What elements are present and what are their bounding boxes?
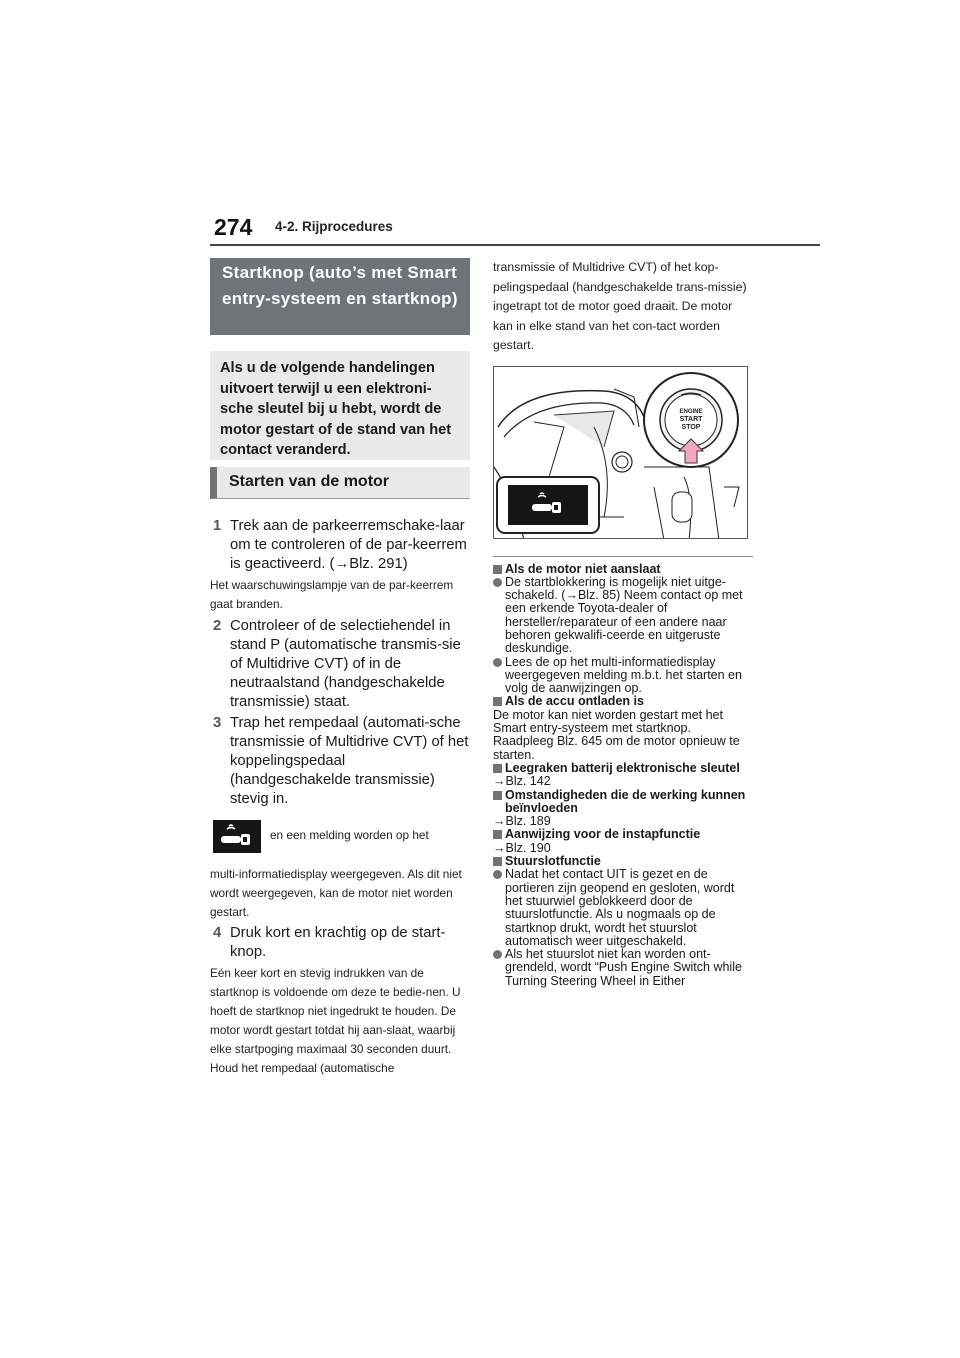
step-1 — [210, 517, 470, 574]
note-bullet: De startblokkering is mogelijk niet uitge-schakeld. (→Blz. 85) Neem contact op met een erkende Toyota-dealer of hersteller/reparateur of een andere naar behoren gekwalifi-ceerde en uitgeruste deskundige. — [493, 576, 753, 656]
step-4-note: Eén keer kort en stevig indrukken van de startknop is voldoende om deze te bedie-nen. U hoeft de startknop niet ingedrukt te houden. De motor wordt gestart totdat hij aan-slaat, waarbij elke startpoging maximaal 30 seconden duurt. Houd het rempedaal (automatische — [210, 966, 461, 1075]
step-number: 4 — [213, 925, 222, 941]
note-bullet: Als het stuurslot niet kan worden ont-grendeld, wordt “Push Engine Switch while Turning Steering Wheel in Either — [493, 948, 753, 988]
note-reference: →Blz. 142 — [493, 774, 551, 789]
note-heading: Als de accu ontladen is — [493, 695, 753, 708]
note-heading: Stuurslotfunctie — [493, 855, 753, 868]
key-icon — [213, 820, 261, 853]
subheading: Starten van de motor — [210, 467, 470, 499]
note-reference: →Blz. 190 — [493, 840, 551, 855]
step-number: 1 — [213, 518, 222, 534]
continued-text: transmissie of Multidrive CVT) of het kop-pelingspedaal (handgeschakelde trans-missie) ingetrapt tot de motor goed draait. De motor kan in elke stand van het con-tact worden gestart. — [493, 260, 747, 352]
section-title: 4-2. Rijprocedures — [275, 219, 393, 234]
start-button-illustration — [493, 366, 748, 539]
note-bullet: Nadat het contact UIT is gezet en de portieren zijn geopend en gesloten, wordt het stuurwiel geblokkeerd door de stuurslotfunctie. Als u nogmaals op de startknop drukt, wordt het stuurslot automatisch weer uitgeschakeld. — [493, 868, 753, 948]
notes-divider — [493, 556, 753, 557]
step-4 — [210, 924, 470, 962]
note-reference: →Blz. 189 — [493, 814, 551, 829]
step-text: Controleer of de selectiehendel in stand P (automatische transmis-sie of Multidrive CVT) of in de neutraalstand (handgeschakelde transmissie) staat. — [230, 618, 461, 710]
header-rule — [210, 244, 820, 246]
note-heading: Leegraken batterij elektronische sleutel — [493, 762, 753, 775]
indicator-row — [210, 819, 470, 865]
step-text: Trek aan de parkeerremschake-laar om te controleren of de par-keerrem is geactiveerd. (→Blz. 291) — [230, 518, 467, 572]
button-label-start: START — [679, 415, 703, 423]
indicator-caption: en een melding worden op het — [270, 828, 429, 842]
note-text: De motor kan niet worden gestart met het Smart entry-systeem met startknop. Raadpleeg Blz. 645 om de motor opnieuw te starten. — [493, 707, 740, 762]
intro-box: Als u de volgende handelingen uitvoert terwijl u een elektroni-sche sleutel bij u hebt, wordt de motor gestart of de stand van het contact veranderd. — [210, 351, 470, 460]
note-bullet: Lees de op het multi-informatiedisplay weergegeven melding m.b.t. het starten en volg de aanwijzingen op. — [493, 656, 753, 696]
notes — [493, 563, 753, 989]
step-number: 3 — [213, 715, 222, 731]
page-number: 274 — [214, 214, 253, 240]
left-column — [210, 258, 470, 1078]
step-3 — [210, 714, 470, 809]
button-label-engine: ENGINE — [679, 408, 703, 415]
right-column — [493, 258, 753, 988]
step-2 — [210, 617, 470, 712]
step-text: Druk kort en krachtig op de start-knop. — [230, 925, 446, 960]
step-1-note: Het waarschuwingslampje van de par-keerrem gaat branden. — [210, 578, 454, 611]
note-heading: Als de motor niet aanslaat — [493, 563, 753, 576]
indicator-followup: multi-informatiedisplay weergegeven. Als dit niet wordt weergegeven, kan de motor niet worden gestart. — [210, 867, 462, 919]
chapter-heading: Startknop (auto’s met Smart entry-systeem en startknop) — [210, 258, 470, 335]
button-label-stop: STOP — [681, 423, 701, 431]
step-number: 2 — [213, 618, 222, 634]
note-heading: Omstandigheden die de werking kunnen beïnvloeden — [493, 789, 753, 816]
step-text: Trap het rempedaal (automati-sche transmissie of Multidrive CVT) of het koppelingspedaal (handgeschakelde transmissie) stevig in. — [230, 715, 469, 807]
note-heading: Aanwijzing voor de instapfunctie — [493, 828, 753, 841]
key-indicator-icon — [213, 820, 261, 853]
dashboard-drawing — [494, 367, 748, 539]
